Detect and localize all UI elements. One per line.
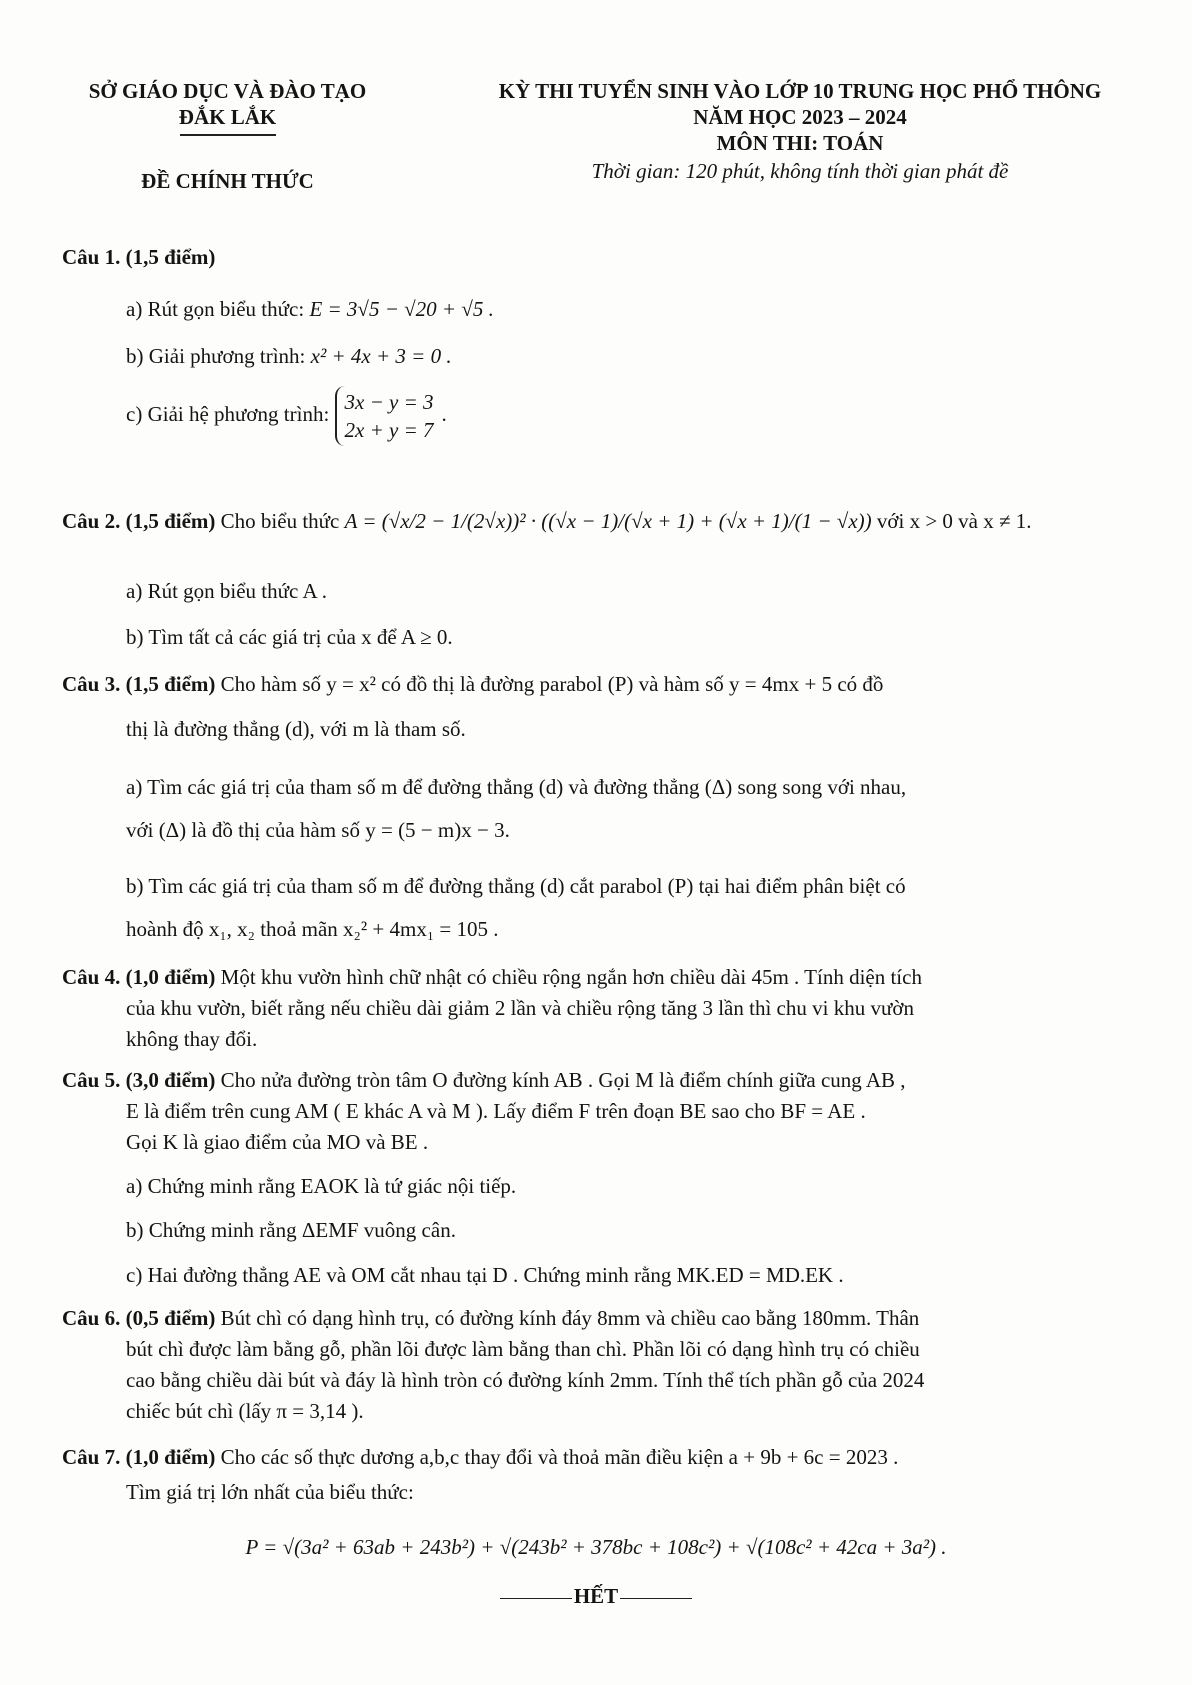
question-7-line2: Tìm giá trị lớn nhất của biểu thức:: [126, 1480, 414, 1504]
expression-A: A = (√x/2 − 1/(2√x))² · ((√x − 1)/(√x + 1) + (√x + 1)/(1 − √x)): [344, 509, 872, 533]
question-6: Câu 6. (0,5 điểm) Bút chì có dạng hình trụ, có đường kính đáy 8mm và chiều cao bằng 180mm. Thân: [62, 1306, 920, 1330]
end-dash-right: [620, 1598, 692, 1599]
question-3b-line2: hoành độ x₁, x₂ thoả mãn x₂² + 4mx₁ = 105 .: [126, 917, 499, 941]
system-equation-2: 2x + y = 7: [344, 418, 434, 442]
question-5b: b) Chứng minh rằng ΔEMF vuông cân.: [126, 1218, 456, 1242]
question-3a-line2: với (Δ) là đồ thị của hàm số y = (5 − m)x − 3.: [126, 818, 510, 842]
question-2a: a) Rút gọn biểu thức A .: [126, 579, 327, 603]
expression-P: P = √(3a² + 63ab + 243b²) + √(243b² + 378bc + 108c²) + √(108c² + 42ca + 3a²) .: [245, 1535, 947, 1559]
question-1-heading: Câu 1. (1,5 điểm): [62, 245, 216, 269]
province-name: ĐẮK LẮK: [178, 105, 277, 129]
question-5-line2: E là điểm trên cung AM ( E khác A và M ). Lấy điểm F trên đoạn BE sao cho BF = AE .: [126, 1099, 866, 1123]
question-6-line4: chiếc bút chì (lấy π = 3,14 ).: [126, 1399, 364, 1423]
end-dash-left: [500, 1598, 572, 1599]
question-5-line3: Gọi K là giao điểm của MO và BE .: [126, 1130, 429, 1154]
question-5c: c) Hai đường thẳng AE và OM cắt nhau tại D . Chứng minh rằng MK.ED = MD.EK .: [126, 1263, 844, 1287]
time-note: Thời gian: 120 phút, không tính thời gian phát đề: [591, 159, 1009, 183]
question-2: Câu 2. (1,5 điểm) Cho biểu thức A = (√x/2 − 1/(2√x))² · ((√x − 1)/(√x + 1) + (√x + 1)/(1 − √x)) với x > 0 và x ≠ 1.: [62, 509, 1032, 533]
school-year: NĂM HỌC 2023 – 2024: [693, 105, 907, 129]
question-6-line3: cao bằng chiều dài bút và đáy là hình tròn có đường kính 2mm. Tính thể tích phần gỗ của 2024: [126, 1368, 925, 1392]
question-5: Câu 5. (3,0 điểm) Cho nửa đường tròn tâm O đường kính AB . Gọi M là điểm chính giữa cung AB ,: [62, 1068, 906, 1092]
official-label: ĐỀ CHÍNH THỨC: [141, 168, 314, 193]
subject-line: MÔN THI: TOÁN: [716, 131, 884, 155]
question-3-line2: thị là đường thẳng (d), với m là tham số.: [126, 717, 466, 741]
question-2b: b) Tìm tất cả các giá trị của x để A ≥ 0.: [126, 625, 453, 649]
question-3a-line1: a) Tìm các giá trị của tham số m để đường thẳng (d) và đường thẳng (Δ) song song với nhau,: [126, 775, 907, 799]
question-4-line3: không thay đổi.: [126, 1027, 258, 1051]
question-5a: a) Chứng minh rằng EAOK là tứ giác nội tiếp.: [126, 1174, 517, 1198]
question-4: Câu 4. (1,0 điểm) Một khu vườn hình chữ nhật có chiều rộng ngắn hơn chiều dài 45m . Tính diện tích: [62, 965, 922, 989]
question-6-line2: bút chì được làm bằng gỗ, phần lõi được làm bằng than chì. Phần lõi có dạng hình trụ có chiều: [126, 1337, 920, 1361]
question-1c: c) Giải hệ phương trình: 3x − y = 3 2x + y = 7 .: [126, 386, 1146, 446]
question-7: Câu 7. (1,0 điểm) Cho các số thực dương a,b,c thay đổi và thoả mãn điều kiện a + 9b + 6c = 2023 .: [62, 1445, 899, 1469]
question-1b: b) Giải phương trình: x² + 4x + 3 = 0 .: [126, 344, 452, 368]
question-1a: a) Rút gọn biểu thức: E = 3√5 − √20 + √5 .: [126, 297, 494, 321]
end-marker: [0, 1584, 1192, 1609]
header-left: [55, 78, 400, 194]
question-3b-line1: b) Tìm các giá trị của tham số m để đường thẳng (d) cắt parabol (P) tại hai điểm phân biệt có: [126, 874, 906, 898]
exam-title: KỲ THI TUYỂN SINH VÀO LỚP 10 TRUNG HỌC PHỔ THÔNG: [498, 79, 1102, 103]
header-right: [420, 78, 1180, 184]
question-3: Câu 3. (1,5 điểm) Cho hàm số y = x² có đồ thị là đường parabol (P) và hàm số y = 4mx + 5 có đồ: [62, 672, 884, 696]
department-name: SỞ GIÁO DỤC VÀ ĐÀO TẠO: [88, 79, 367, 103]
equation-system: [335, 386, 442, 446]
question-4-line2: của khu vườn, biết rằng nếu chiều dài giảm 2 lần và chiều rộng tăng 3 lần thì chu vi khu vườn: [126, 996, 914, 1020]
end-label: HẾT: [573, 1584, 619, 1608]
header-divider: [180, 134, 276, 136]
system-equation-1: 3x − y = 3: [344, 390, 434, 414]
